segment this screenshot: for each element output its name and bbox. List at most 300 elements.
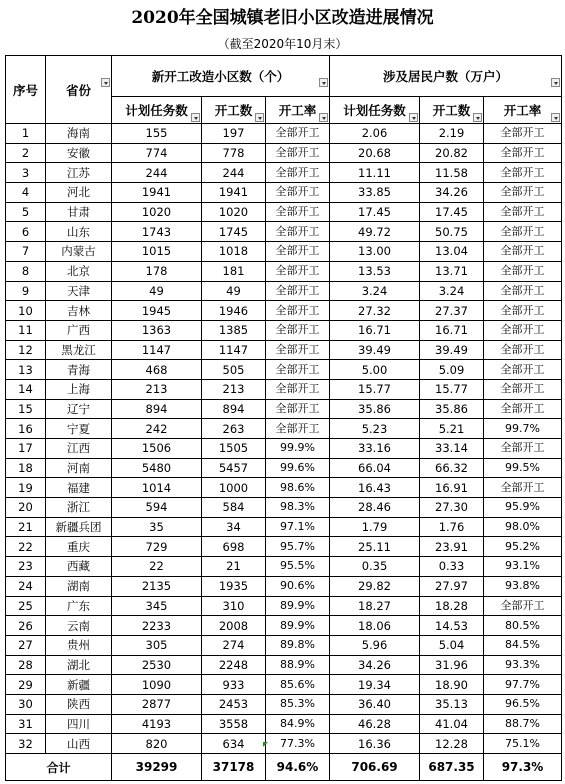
cell-rate-communities: 85.6% xyxy=(266,675,330,695)
cell-planned-households: 46.28 xyxy=(330,714,420,734)
cell-planned-communities: 1015 xyxy=(112,242,202,262)
cell-rate-communities: 95.7% xyxy=(266,537,330,557)
table-row xyxy=(6,163,562,183)
cell-started-households: 23.91 xyxy=(420,537,484,557)
cell-seq: 9 xyxy=(6,281,46,301)
cell-started-communities: 3558 xyxy=(202,714,266,734)
cell-rate-communities: 84.9% xyxy=(266,714,330,734)
cell-started-households: 14.53 xyxy=(420,616,484,636)
cell-rate-households: 全部开工 xyxy=(484,143,562,163)
cell-seq: 3 xyxy=(6,163,46,183)
header-started: 开工数 xyxy=(202,97,266,124)
cell-planned-communities: 774 xyxy=(112,143,202,163)
cell-started-communities: 1946 xyxy=(202,301,266,321)
cell-seq: 8 xyxy=(6,261,46,281)
cell-rate-households: 全部开工 xyxy=(484,379,562,399)
cell-started-households: 3.24 xyxy=(420,281,484,301)
cell-planned-communities: 1506 xyxy=(112,439,202,459)
cell-planned-households: 0.35 xyxy=(330,557,420,577)
cell-province: 新疆 xyxy=(46,675,112,695)
cell-province: 西藏 xyxy=(46,557,112,577)
cell-province: 江西 xyxy=(46,439,112,459)
cell-planned-households: 13.00 xyxy=(330,242,420,262)
cell-planned-communities: 2135 xyxy=(112,576,202,596)
cell-planned-households: 39.49 xyxy=(330,340,420,360)
cell-planned-communities: 1743 xyxy=(112,222,202,242)
cell-seq: 31 xyxy=(6,714,46,734)
cell-planned-households: 5.96 xyxy=(330,635,420,655)
cell-started-communities: 244 xyxy=(202,163,266,183)
cell-started-households: 5.09 xyxy=(420,360,484,380)
cell-started-households: 16.71 xyxy=(420,320,484,340)
table-row xyxy=(6,124,562,144)
total-started-communities: 37178 xyxy=(202,754,266,781)
table-row xyxy=(6,596,562,616)
cell-planned-households: 33.16 xyxy=(330,439,420,459)
cell-rate-households: 93.3% xyxy=(484,655,562,675)
cell-started-communities: 181 xyxy=(202,261,266,281)
cell-planned-households: 16.43 xyxy=(330,478,420,498)
cell-started-communities: 1941 xyxy=(202,183,266,203)
table-row xyxy=(6,714,562,734)
cell-rate-communities: 全部开工 xyxy=(266,340,330,360)
dropdown-arrow-icon[interactable] xyxy=(319,113,328,122)
cell-started-communities: 310 xyxy=(202,596,266,616)
cell-planned-households: 11.11 xyxy=(330,163,420,183)
table-row xyxy=(6,183,562,203)
cell-planned-communities: 49 xyxy=(112,281,202,301)
cell-province: 山东 xyxy=(46,222,112,242)
cell-planned-households: 13.53 xyxy=(330,261,420,281)
cell-rate-communities: 85.3% xyxy=(266,694,330,714)
cell-seq: 19 xyxy=(6,478,46,498)
table-row xyxy=(6,399,562,419)
cell-seq: 4 xyxy=(6,183,46,203)
cell-planned-households: 18.06 xyxy=(330,616,420,636)
cell-planned-households: 5.23 xyxy=(330,419,420,439)
cell-province: 新疆兵团 xyxy=(46,517,112,537)
cell-province: 河北 xyxy=(46,183,112,203)
cell-province: 内蒙古 xyxy=(46,242,112,262)
cell-seq: 17 xyxy=(6,439,46,459)
cell-planned-households: 36.40 xyxy=(330,694,420,714)
cell-planned-households: 5.00 xyxy=(330,360,420,380)
cell-planned-communities: 22 xyxy=(112,557,202,577)
total-row xyxy=(6,754,562,781)
cell-planned-communities: 729 xyxy=(112,537,202,557)
cell-province: 贵州 xyxy=(46,635,112,655)
cell-rate-communities: 99.6% xyxy=(266,458,330,478)
cell-rate-households: 75.1% xyxy=(484,734,562,754)
cell-province: 宁夏 xyxy=(46,419,112,439)
cell-planned-communities: 4193 xyxy=(112,714,202,734)
table-row xyxy=(6,320,562,340)
table-row xyxy=(6,439,562,459)
table-row xyxy=(6,458,562,478)
cell-planned-households: 20.68 xyxy=(330,143,420,163)
cell-started-households: 66.32 xyxy=(420,458,484,478)
cell-seq: 13 xyxy=(6,360,46,380)
cell-error-marker-icon xyxy=(263,742,268,747)
cell-started-communities: 584 xyxy=(202,498,266,518)
cell-seq: 18 xyxy=(6,458,46,478)
cell-planned-communities: 242 xyxy=(112,419,202,439)
cell-started-households: 39.49 xyxy=(420,340,484,360)
cell-province: 黑龙江 xyxy=(46,340,112,360)
cell-started-households: 15.77 xyxy=(420,379,484,399)
cell-started-communities: 1935 xyxy=(202,576,266,596)
cell-province: 重庆 xyxy=(46,537,112,557)
cell-started-households: 18.90 xyxy=(420,675,484,695)
cell-planned-communities: 2530 xyxy=(112,655,202,675)
cell-rate-households: 全部开工 xyxy=(484,301,562,321)
cell-rate-communities: 98.6% xyxy=(266,478,330,498)
cell-province: 浙江 xyxy=(46,498,112,518)
cell-seq: 7 xyxy=(6,242,46,262)
cell-rate-households: 全部开工 xyxy=(484,242,562,262)
table-body xyxy=(6,124,562,754)
cell-rate-households: 99.5% xyxy=(484,458,562,478)
cell-rate-households: 全部开工 xyxy=(484,439,562,459)
cell-rate-communities: 全部开工 xyxy=(266,222,330,242)
cell-planned-communities: 155 xyxy=(112,124,202,144)
cell-seq: 26 xyxy=(6,616,46,636)
cell-seq: 15 xyxy=(6,399,46,419)
table-row xyxy=(6,261,562,281)
cell-province: 吉林 xyxy=(46,301,112,321)
cell-planned-households: 17.45 xyxy=(330,202,420,222)
cell-planned-households: 49.72 xyxy=(330,222,420,242)
total-planned-households: 706.69 xyxy=(330,754,420,781)
cell-started-communities: 197 xyxy=(202,124,266,144)
cell-planned-households: 16.71 xyxy=(330,320,420,340)
cell-rate-communities: 全部开工 xyxy=(266,301,330,321)
cell-planned-households: 27.32 xyxy=(330,301,420,321)
cell-planned-communities: 35 xyxy=(112,517,202,537)
cell-started-communities: 505 xyxy=(202,360,266,380)
cell-rate-communities: 全部开工 xyxy=(266,261,330,281)
cell-seq: 27 xyxy=(6,635,46,655)
cell-rate-households: 88.7% xyxy=(484,714,562,734)
table-row xyxy=(6,202,562,222)
table-row xyxy=(6,675,562,695)
cell-seq: 12 xyxy=(6,340,46,360)
cell-rate-households: 84.5% xyxy=(484,635,562,655)
cell-started-households: 33.14 xyxy=(420,439,484,459)
cell-rate-communities: 全部开工 xyxy=(266,379,330,399)
table-row xyxy=(6,557,562,577)
cell-seq: 21 xyxy=(6,517,46,537)
table-row xyxy=(6,281,562,301)
cell-planned-households: 66.04 xyxy=(330,458,420,478)
cell-started-communities: 778 xyxy=(202,143,266,163)
cell-province: 福建 xyxy=(46,478,112,498)
cell-rate-households: 全部开工 xyxy=(484,261,562,281)
header-rate: 开工率 xyxy=(266,97,330,124)
total-rate-households: 97.3% xyxy=(484,754,562,781)
cell-planned-communities: 1363 xyxy=(112,320,202,340)
table-row xyxy=(6,517,562,537)
cell-province: 湖南 xyxy=(46,576,112,596)
cell-planned-communities: 468 xyxy=(112,360,202,380)
cell-planned-communities: 305 xyxy=(112,635,202,655)
cell-started-households: 0.33 xyxy=(420,557,484,577)
dropdown-arrow-icon[interactable] xyxy=(255,113,264,122)
dropdown-arrow-icon[interactable] xyxy=(319,78,328,87)
cell-started-households: 5.21 xyxy=(420,419,484,439)
cell-planned-households: 19.34 xyxy=(330,675,420,695)
cell-province: 青海 xyxy=(46,360,112,380)
header-group-communities: 新开工改造小区数（个） xyxy=(112,56,330,97)
cell-started-households: 27.37 xyxy=(420,301,484,321)
cell-planned-communities: 5480 xyxy=(112,458,202,478)
cell-rate-households: 80.5% xyxy=(484,616,562,636)
table-row xyxy=(6,379,562,399)
table-row xyxy=(6,340,562,360)
cell-planned-communities: 820 xyxy=(112,734,202,754)
cell-started-households: 12.28 xyxy=(420,734,484,754)
table-row xyxy=(6,694,562,714)
dropdown-arrow-icon[interactable] xyxy=(551,78,560,87)
cell-started-households: 16.91 xyxy=(420,478,484,498)
cell-seq: 5 xyxy=(6,202,46,222)
cell-planned-communities: 2233 xyxy=(112,616,202,636)
cell-seq: 22 xyxy=(6,537,46,557)
cell-planned-households: 1.79 xyxy=(330,517,420,537)
cell-started-communities: 933 xyxy=(202,675,266,695)
cell-rate-households: 全部开工 xyxy=(484,399,562,419)
cell-province: 辽宁 xyxy=(46,399,112,419)
cell-seq: 11 xyxy=(6,320,46,340)
cell-province: 云南 xyxy=(46,616,112,636)
dropdown-arrow-icon[interactable] xyxy=(409,113,418,122)
cell-started-households: 13.04 xyxy=(420,242,484,262)
cell-started-communities: 634 xyxy=(202,734,266,754)
cell-started-households: 31.96 xyxy=(420,655,484,675)
total-started-households: 687.35 xyxy=(420,754,484,781)
table-row xyxy=(6,655,562,675)
cell-started-communities: 5457 xyxy=(202,458,266,478)
cell-planned-communities: 1945 xyxy=(112,301,202,321)
cell-rate-households: 93.8% xyxy=(484,576,562,596)
cell-rate-households: 全部开工 xyxy=(484,340,562,360)
cell-rate-households: 全部开工 xyxy=(484,320,562,340)
dropdown-arrow-icon[interactable] xyxy=(191,113,200,122)
cell-province: 四川 xyxy=(46,714,112,734)
table-row xyxy=(6,242,562,262)
cell-started-households: 1.76 xyxy=(420,517,484,537)
cell-started-households: 34.26 xyxy=(420,183,484,203)
cell-province: 广西 xyxy=(46,320,112,340)
cell-rate-communities: 98.3% xyxy=(266,498,330,518)
cell-planned-households: 34.26 xyxy=(330,655,420,675)
cell-planned-communities: 1014 xyxy=(112,478,202,498)
table-row xyxy=(6,419,562,439)
cell-rate-households: 全部开工 xyxy=(484,596,562,616)
cell-started-communities: 1147 xyxy=(202,340,266,360)
cell-started-communities: 1745 xyxy=(202,222,266,242)
cell-rate-households: 全部开工 xyxy=(484,202,562,222)
cell-rate-communities: 89.8% xyxy=(266,635,330,655)
cell-planned-communities: 2877 xyxy=(112,694,202,714)
cell-started-households: 27.97 xyxy=(420,576,484,596)
cell-started-households: 50.75 xyxy=(420,222,484,242)
cell-rate-households: 全部开工 xyxy=(484,183,562,203)
cell-started-households: 13.71 xyxy=(420,261,484,281)
dropdown-arrow-icon[interactable] xyxy=(473,113,482,122)
cell-rate-households: 96.5% xyxy=(484,694,562,714)
cell-planned-households: 29.82 xyxy=(330,576,420,596)
cell-province: 江苏 xyxy=(46,163,112,183)
cell-planned-households: 15.77 xyxy=(330,379,420,399)
cell-rate-communities: 88.9% xyxy=(266,655,330,675)
cell-started-households: 20.82 xyxy=(420,143,484,163)
cell-planned-communities: 1941 xyxy=(112,183,202,203)
table-row xyxy=(6,360,562,380)
page-title: 2020年全国城镇老旧小区改造进展情况 xyxy=(131,8,434,28)
cell-rate-communities: 全部开工 xyxy=(266,124,330,144)
cell-planned-communities: 1020 xyxy=(112,202,202,222)
header-group-households: 涉及居民户数（万户） xyxy=(330,56,562,97)
total-label: 合计 xyxy=(6,754,112,781)
cell-province: 海南 xyxy=(46,124,112,144)
cell-province: 甘肃 xyxy=(46,202,112,222)
cell-rate-communities: 89.9% xyxy=(266,596,330,616)
cell-province: 天津 xyxy=(46,281,112,301)
page-subtitle: （截至2020年10月末） xyxy=(217,37,348,51)
cell-rate-communities: 全部开工 xyxy=(266,320,330,340)
cell-rate-communities: 全部开工 xyxy=(266,281,330,301)
cell-started-communities: 1000 xyxy=(202,478,266,498)
cell-started-communities: 263 xyxy=(202,419,266,439)
cell-rate-households: 93.1% xyxy=(484,557,562,577)
cell-seq: 1 xyxy=(6,124,46,144)
cell-province: 湖北 xyxy=(46,655,112,675)
cell-seq: 6 xyxy=(6,222,46,242)
cell-started-households: 18.28 xyxy=(420,596,484,616)
cell-rate-communities: 全部开工 xyxy=(266,419,330,439)
cell-started-communities: 894 xyxy=(202,399,266,419)
cell-province: 广东 xyxy=(46,596,112,616)
dropdown-arrow-icon[interactable] xyxy=(101,78,110,87)
cell-started-households: 27.30 xyxy=(420,498,484,518)
cell-rate-communities: 90.6% xyxy=(266,576,330,596)
cell-started-households: 11.58 xyxy=(420,163,484,183)
cell-planned-communities: 894 xyxy=(112,399,202,419)
table-row xyxy=(6,537,562,557)
cell-planned-communities: 1147 xyxy=(112,340,202,360)
header-rate: 开工率 xyxy=(484,97,562,124)
table-row xyxy=(6,734,562,754)
cell-seq: 14 xyxy=(6,379,46,399)
cell-started-communities: 1385 xyxy=(202,320,266,340)
cell-rate-communities: 全部开工 xyxy=(266,242,330,262)
cell-planned-households: 35.86 xyxy=(330,399,420,419)
cell-started-households: 17.45 xyxy=(420,202,484,222)
cell-rate-communities: 全部开工 xyxy=(266,202,330,222)
cell-planned-households: 2.06 xyxy=(330,124,420,144)
cell-planned-households: 25.11 xyxy=(330,537,420,557)
cell-started-communities: 274 xyxy=(202,635,266,655)
cell-started-households: 41.04 xyxy=(420,714,484,734)
cell-province: 安徽 xyxy=(46,143,112,163)
header-province: 省份 xyxy=(46,56,112,124)
cell-province: 山西 xyxy=(46,734,112,754)
header-planned: 计划任务数 xyxy=(330,97,420,124)
cell-rate-households: 95.2% xyxy=(484,537,562,557)
total-planned-communities: 39299 xyxy=(112,754,202,781)
cell-rate-communities: 全部开工 xyxy=(266,399,330,419)
cell-seq: 30 xyxy=(6,694,46,714)
cell-planned-communities: 594 xyxy=(112,498,202,518)
cell-started-households: 2.19 xyxy=(420,124,484,144)
cell-rate-households: 全部开工 xyxy=(484,163,562,183)
cell-planned-households: 16.36 xyxy=(330,734,420,754)
table-row xyxy=(6,576,562,596)
cell-started-communities: 2453 xyxy=(202,694,266,714)
cell-started-communities: 1018 xyxy=(202,242,266,262)
cell-seq: 28 xyxy=(6,655,46,675)
cell-rate-households: 97.7% xyxy=(484,675,562,695)
cell-started-communities: 1505 xyxy=(202,439,266,459)
cell-planned-households: 28.46 xyxy=(330,498,420,518)
cell-rate-communities: 全部开工 xyxy=(266,163,330,183)
cell-seq: 20 xyxy=(6,498,46,518)
cell-rate-households: 99.7% xyxy=(484,419,562,439)
cell-rate-households: 全部开工 xyxy=(484,124,562,144)
cell-rate-households: 全部开工 xyxy=(484,478,562,498)
cell-rate-households: 95.9% xyxy=(484,498,562,518)
cell-seq: 24 xyxy=(6,576,46,596)
table-row xyxy=(6,301,562,321)
cell-started-communities: 49 xyxy=(202,281,266,301)
table-row xyxy=(6,616,562,636)
cell-started-households: 35.13 xyxy=(420,694,484,714)
cell-planned-communities: 345 xyxy=(112,596,202,616)
cell-province: 河南 xyxy=(46,458,112,478)
cell-rate-communities: 全部开工 xyxy=(266,183,330,203)
header-seq: 序号 xyxy=(6,56,46,124)
cell-seq: 2 xyxy=(6,143,46,163)
cell-seq: 29 xyxy=(6,675,46,695)
cell-rate-households: 98.0% xyxy=(484,517,562,537)
cell-started-communities: 2008 xyxy=(202,616,266,636)
table-row xyxy=(6,143,562,163)
cell-province: 陕西 xyxy=(46,694,112,714)
cell-started-communities: 34 xyxy=(202,517,266,537)
table-row xyxy=(6,478,562,498)
cell-planned-communities: 244 xyxy=(112,163,202,183)
cell-started-communities: 1020 xyxy=(202,202,266,222)
cell-seq: 23 xyxy=(6,557,46,577)
table-row xyxy=(6,498,562,518)
cell-rate-households: 全部开工 xyxy=(484,360,562,380)
cell-planned-households: 3.24 xyxy=(330,281,420,301)
cell-rate-communities: 77.3% xyxy=(266,734,330,754)
cell-rate-communities: 99.9% xyxy=(266,439,330,459)
cell-seq: 16 xyxy=(6,419,46,439)
cell-rate-communities: 89.9% xyxy=(266,616,330,636)
header-started: 开工数 xyxy=(420,97,484,124)
total-rate-communities: 94.6% xyxy=(266,754,330,781)
dropdown-arrow-icon[interactable] xyxy=(551,113,560,122)
cell-rate-communities: 全部开工 xyxy=(266,360,330,380)
cell-seq: 32 xyxy=(6,734,46,754)
cell-started-communities: 213 xyxy=(202,379,266,399)
cell-rate-households: 全部开工 xyxy=(484,222,562,242)
cell-province: 上海 xyxy=(46,379,112,399)
cell-rate-communities: 95.5% xyxy=(266,557,330,577)
